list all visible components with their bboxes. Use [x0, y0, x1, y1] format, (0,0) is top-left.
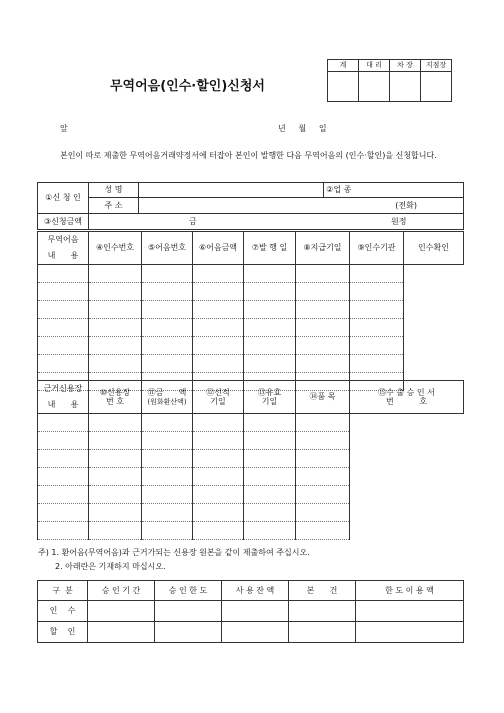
lc-cell[interactable]	[296, 432, 350, 450]
lc-cell[interactable]	[193, 432, 244, 450]
bill-cell[interactable]	[296, 355, 350, 373]
name-field[interactable]	[139, 183, 324, 198]
bottom-cell[interactable]	[356, 622, 464, 643]
lc-cell[interactable]	[89, 414, 142, 432]
applicant-table	[37, 182, 464, 230]
lc-cell[interactable]	[38, 450, 89, 468]
lc-cell[interactable]	[244, 450, 296, 468]
bill-cell[interactable]	[38, 283, 89, 301]
lc-h1-line1: ⑩신용장	[99, 387, 131, 397]
bill-cell[interactable]	[142, 355, 193, 373]
lc-h3-line2: 기일	[210, 397, 226, 406]
lc-cell[interactable]	[89, 468, 142, 486]
lc-header-export-approval	[350, 381, 464, 414]
bill-cell[interactable]	[38, 301, 89, 319]
lc-label-line2: 내 용	[47, 400, 79, 409]
lc-row	[38, 414, 464, 432]
lc-row	[38, 486, 464, 504]
bill-cell[interactable]	[38, 265, 89, 283]
bottom-header-3: 승 인 한 도	[155, 581, 222, 601]
bill-cell[interactable]	[193, 301, 244, 319]
bill-cell[interactable]	[89, 319, 142, 337]
bill-row	[38, 319, 464, 337]
bill-cell[interactable]	[89, 265, 142, 283]
business-label: ②업 종	[324, 183, 354, 198]
bill-cell[interactable]	[38, 319, 89, 337]
lc-cell[interactable]	[38, 522, 89, 540]
lc-cell[interactable]	[142, 468, 193, 486]
lc-cell[interactable]	[193, 414, 244, 432]
amount-prefix: 금	[189, 217, 197, 226]
lc-cell[interactable]	[89, 450, 142, 468]
bill-header-4: ⑦발 행 일	[244, 232, 296, 265]
bottom-cell[interactable]	[356, 601, 464, 622]
bottom-header-6: 한 도 이 용 액	[356, 581, 464, 601]
bottom-cell[interactable]	[289, 622, 356, 643]
bill-label-line2: 내 용	[47, 251, 79, 260]
bill-cell[interactable]	[38, 355, 89, 373]
bill-cell[interactable]	[193, 337, 244, 355]
approval-header-4: 지점장	[421, 60, 452, 72]
bill-cell[interactable]	[89, 355, 142, 373]
lc-cell[interactable]	[38, 504, 89, 522]
bill-cell[interactable]	[89, 283, 142, 301]
bill-cell[interactable]	[296, 283, 350, 301]
date-line: 년 월 일	[278, 124, 327, 133]
lc-label-line1: 근거신용장	[43, 384, 83, 393]
bill-cell[interactable]	[350, 283, 404, 301]
bottom-cell[interactable]	[222, 601, 289, 622]
bill-cell[interactable]	[350, 355, 404, 373]
lc-cell[interactable]	[142, 504, 193, 522]
bill-cell[interactable]	[193, 283, 244, 301]
address-label: 주 소	[89, 198, 139, 214]
lc-cell[interactable]	[142, 432, 193, 450]
bottom-row-accept-label: 인 수	[38, 601, 88, 622]
lc-header-amount	[142, 381, 193, 414]
lc-cell[interactable]	[244, 486, 296, 504]
lc-cell[interactable]	[244, 468, 296, 486]
bill-cell[interactable]	[244, 319, 296, 337]
bottom-cell[interactable]	[88, 601, 155, 622]
address-field[interactable]	[139, 198, 464, 214]
lc-table	[37, 380, 464, 540]
bill-row	[38, 265, 464, 283]
lc-h3-line1: ⑫선적	[206, 387, 230, 397]
lc-cell[interactable]	[244, 432, 296, 450]
bill-table	[37, 231, 464, 391]
bill-header-1: ④인수번호	[89, 232, 142, 265]
bottom-row-discount-label: 할 인	[38, 622, 88, 643]
bill-cell[interactable]	[193, 355, 244, 373]
lc-section-label	[38, 381, 89, 414]
approval-header-1: 계	[328, 60, 359, 72]
bill-cell[interactable]	[350, 301, 404, 319]
amount-label: ③신청금액	[38, 214, 89, 230]
bill-cell[interactable]	[142, 301, 193, 319]
lc-cell[interactable]	[296, 504, 350, 522]
phone-label: (전화)	[395, 200, 417, 210]
lc-cell[interactable]	[38, 432, 89, 450]
lc-row	[38, 504, 464, 522]
bill-cell[interactable]	[296, 301, 350, 319]
applicant-label: ①신 청 인	[38, 183, 89, 214]
lc-header-ship-date	[193, 381, 244, 414]
bill-cell[interactable]	[89, 337, 142, 355]
bill-header-7: 인수확인	[404, 232, 464, 265]
lc-cell[interactable]	[142, 450, 193, 468]
business-field[interactable]	[354, 183, 464, 198]
note-1: 주) 1. 환어음(무역어음)과 근거가되는 신용장 원본을 같이 제출하여 주십시오.	[38, 548, 310, 557]
bottom-cell[interactable]	[222, 622, 289, 643]
intro-text: 본인이 따로 제출한 무역어음거래약정서에 터잡아 본인이 발행한 다음 무역어음의 (인수·할인)을 신청합니다.	[60, 151, 437, 160]
lc-cell[interactable]	[38, 486, 89, 504]
bottom-header-5: 본 건	[289, 581, 356, 601]
approval-sign-2[interactable]	[359, 72, 390, 102]
bill-cell[interactable]	[244, 265, 296, 283]
name-label: 성 명	[89, 183, 139, 198]
bill-section-label	[38, 232, 89, 265]
bill-cell[interactable]	[244, 301, 296, 319]
bill-cell[interactable]	[38, 337, 89, 355]
bill-cell[interactable]	[142, 265, 193, 283]
lc-row	[38, 468, 464, 486]
bill-cell[interactable]	[142, 337, 193, 355]
addressee-label: 앞	[60, 124, 68, 133]
lc-cell[interactable]	[244, 504, 296, 522]
bill-cell[interactable]	[350, 319, 404, 337]
lc-cell[interactable]	[142, 414, 193, 432]
lc-h1-line2: 번 호	[106, 397, 124, 406]
approval-header-2: 대 리	[359, 60, 390, 72]
lc-cell[interactable]	[193, 522, 244, 540]
lc-cell[interactable]	[193, 450, 244, 468]
approval-sign-3[interactable]	[390, 72, 421, 102]
lc-cell[interactable]	[296, 522, 350, 540]
lc-h6-line1: ⑮수 출 승 인 서	[378, 387, 435, 397]
bottom-table	[37, 580, 464, 643]
lc-cell[interactable]	[193, 468, 244, 486]
lc-h2-line1: ⑪금 액	[147, 388, 187, 398]
amount-suffix: 원정	[391, 217, 407, 226]
approval-sign-4[interactable]	[421, 72, 452, 102]
bill-cell[interactable]	[89, 301, 142, 319]
bill-row	[38, 337, 464, 355]
lc-h4-line1: ⑬유효	[257, 387, 282, 397]
bill-header-3: ⑥어음금액	[193, 232, 244, 265]
approval-box	[327, 59, 452, 102]
bill-header-5: ⑧지급기일	[296, 232, 350, 265]
bill-cell[interactable]	[244, 355, 296, 373]
lc-cell[interactable]	[38, 468, 89, 486]
lc-cell[interactable]	[244, 414, 296, 432]
bottom-header-1: 구 분	[38, 581, 88, 601]
bill-label-line1: 무역어음	[47, 235, 79, 244]
bill-cell[interactable]	[296, 337, 350, 355]
lc-row	[38, 450, 464, 468]
lc-cell[interactable]	[244, 522, 296, 540]
lc-cell[interactable]	[89, 504, 142, 522]
bill-row	[38, 301, 464, 319]
bottom-header-2: 승 인 기 간	[88, 581, 155, 601]
amount-field[interactable]	[89, 214, 464, 230]
bill-cell[interactable]	[244, 283, 296, 301]
lc-cell[interactable]	[296, 486, 350, 504]
approval-header-3: 차 장	[390, 60, 421, 72]
bottom-cell[interactable]	[88, 622, 155, 643]
bill-header-2: ⑤어음번호	[142, 232, 193, 265]
bill-cell[interactable]	[193, 265, 244, 283]
bill-cell[interactable]	[142, 319, 193, 337]
lc-header-item: ⑭품 목	[296, 381, 350, 414]
lc-cell[interactable]	[89, 522, 142, 540]
note-2: 2. 아래란은 기재하지 마십시오.	[55, 562, 166, 571]
bill-cell[interactable]	[296, 265, 350, 283]
lc-cell[interactable]	[296, 468, 350, 486]
lc-cell[interactable]	[142, 522, 193, 540]
bill-header-6: ⑨인수기관	[350, 232, 404, 265]
lc-cell[interactable]	[193, 504, 244, 522]
bill-cell[interactable]	[350, 265, 404, 283]
bill-row	[38, 355, 464, 373]
approval-sign-1[interactable]	[328, 72, 359, 102]
lc-cell[interactable]	[38, 414, 89, 432]
bottom-cell[interactable]	[289, 601, 356, 622]
bottom-cell[interactable]	[155, 601, 222, 622]
lc-cell[interactable]	[89, 486, 142, 504]
bill-row	[38, 283, 464, 301]
bottom-cell[interactable]	[155, 622, 222, 643]
lc-header-lc-number	[89, 381, 142, 414]
bill-cell[interactable]	[350, 337, 404, 355]
lc-row	[38, 522, 464, 540]
bill-cell[interactable]	[193, 319, 244, 337]
bill-cell[interactable]	[142, 283, 193, 301]
bill-cell[interactable]	[244, 337, 296, 355]
lc-row	[38, 432, 464, 450]
lc-h2-line2: (원화환산액)	[147, 397, 187, 406]
lc-cell[interactable]	[142, 486, 193, 504]
lc-h4-line2: 기일	[261, 397, 278, 406]
lc-cell[interactable]	[89, 432, 142, 450]
form-title: 무역어음(인수·할인)신청서	[110, 79, 265, 94]
bill-cell[interactable]	[296, 319, 350, 337]
lc-cell[interactable]	[193, 486, 244, 504]
lc-header-expiry	[244, 381, 296, 414]
lc-h6-line2: 번 호	[386, 397, 427, 406]
bottom-header-4: 사 용 잔 액	[222, 581, 289, 601]
lc-cell[interactable]	[296, 450, 350, 468]
lc-cell[interactable]	[296, 414, 350, 432]
